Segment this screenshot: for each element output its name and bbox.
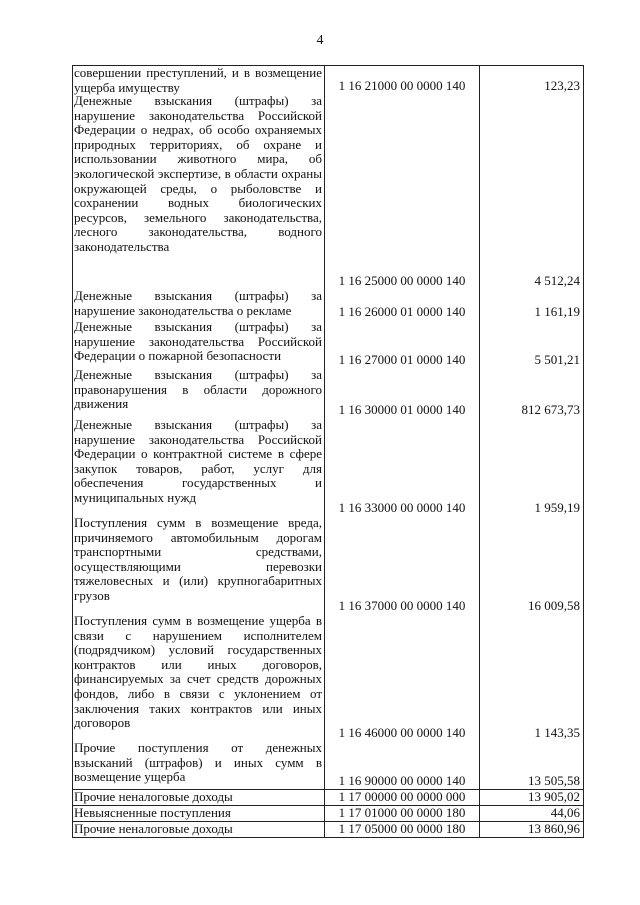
revenue-amount: 13 905,02 — [480, 790, 584, 805]
page-number: 4 — [316, 33, 324, 48]
revenue-amount: 44,06 — [480, 806, 584, 821]
revenue-amount: 13 505,58 — [480, 741, 584, 789]
table-row — [72, 790, 584, 806]
table-row — [72, 65, 584, 94]
revenue-code: 1 16 26000 01 0000 140 — [325, 289, 480, 320]
revenue-amount: 5 501,21 — [480, 320, 584, 368]
revenue-table — [72, 65, 584, 838]
table-row — [72, 94, 584, 289]
revenue-code: 1 17 05000 00 0000 180 — [325, 822, 480, 837]
table-row — [72, 368, 584, 418]
revenue-amount: 1 959,19 — [480, 418, 584, 516]
revenue-amount: 16 009,58 — [480, 516, 584, 614]
revenue-name: Прочие неналоговые доходы — [72, 822, 325, 837]
revenue-code: 1 17 01000 00 0000 180 — [325, 806, 480, 821]
revenue-amount: 4 512,24 — [480, 94, 584, 289]
revenue-name: Денежные взыскания (штрафы) за нарушение законодательства о рекламе — [72, 289, 325, 320]
table-row — [72, 822, 584, 838]
revenue-amount: 1 143,35 — [480, 614, 584, 741]
revenue-name: Денежные взыскания (штрафы) за правонарушения в области дорожного движения — [72, 368, 325, 418]
revenue-name: совершении преступлений, и в возмещение ущерба имуществу — [72, 65, 325, 94]
revenue-name: Денежные взыскания (штрафы) за нарушение законодательства Российской Федерации о недрах, об особо охраняемых природных территориях, об охране и использовании животного мира, об экологической экспертизе, в области охраны окружающей среды, о рыболовстве и сохранении водных биологических ресурсов, земельного законодательства, лесного законодательства, водного законодательства — [72, 94, 325, 289]
revenue-code: 1 16 90000 00 0000 140 — [325, 741, 480, 789]
revenue-amount: 812 673,73 — [480, 368, 584, 418]
revenue-code: 1 16 46000 00 0000 140 — [325, 614, 480, 741]
revenue-amount: 1 161,19 — [480, 289, 584, 320]
revenue-code: 1 16 30000 01 0000 140 — [325, 368, 480, 418]
table-row — [72, 289, 584, 320]
revenue-code: 1 16 25000 00 0000 140 — [325, 94, 480, 289]
table-row — [72, 806, 584, 822]
revenue-name: Денежные взыскания (штрафы) за нарушение законодательства Российской Федерации о пожарной безопасности — [72, 320, 325, 368]
revenue-code: 1 16 21000 00 0000 140 — [325, 65, 480, 94]
revenue-code: 1 16 37000 00 0000 140 — [325, 516, 480, 614]
revenue-name: Поступления сумм в возмещение вреда, причиняемого автомобильным дорогам транспортными средствами, осуществляющими перевозки тяжеловесных и (или) крупногабаритных грузов — [72, 516, 325, 614]
revenue-name: Прочие неналоговые доходы — [72, 790, 325, 805]
revenue-amount: 123,23 — [480, 65, 584, 94]
revenue-code: 1 16 27000 01 0000 140 — [325, 320, 480, 368]
table-row — [72, 516, 584, 614]
revenue-name: Невыясненные поступления — [72, 806, 325, 821]
table-row — [72, 741, 584, 790]
table-row — [72, 418, 584, 516]
revenue-name: Денежные взыскания (штрафы) за нарушение законодательства Российской Федерации о контрактной системе в сфере закупок товаров, работ, услуг для обеспечения государственных и муниципальных нужд — [72, 418, 325, 516]
revenue-name: Прочие поступления от денежных взысканий (штрафов) и иных сумм в возмещение ущерба — [72, 741, 325, 789]
table-row — [72, 614, 584, 741]
revenue-code: 1 16 33000 00 0000 140 — [325, 418, 480, 516]
revenue-name: Поступления сумм в возмещение ущерба в связи с нарушением исполнителем (подрядчиком) условий государственных контрактов или иных договоров, финансируемых за счет средств дорожных фондов, либо в связи с уклонением от заключения таких контрактов или иных договоров — [72, 614, 325, 741]
revenue-code: 1 17 00000 00 0000 000 — [325, 790, 480, 805]
table-row — [72, 320, 584, 368]
revenue-amount: 13 860,96 — [480, 822, 584, 837]
